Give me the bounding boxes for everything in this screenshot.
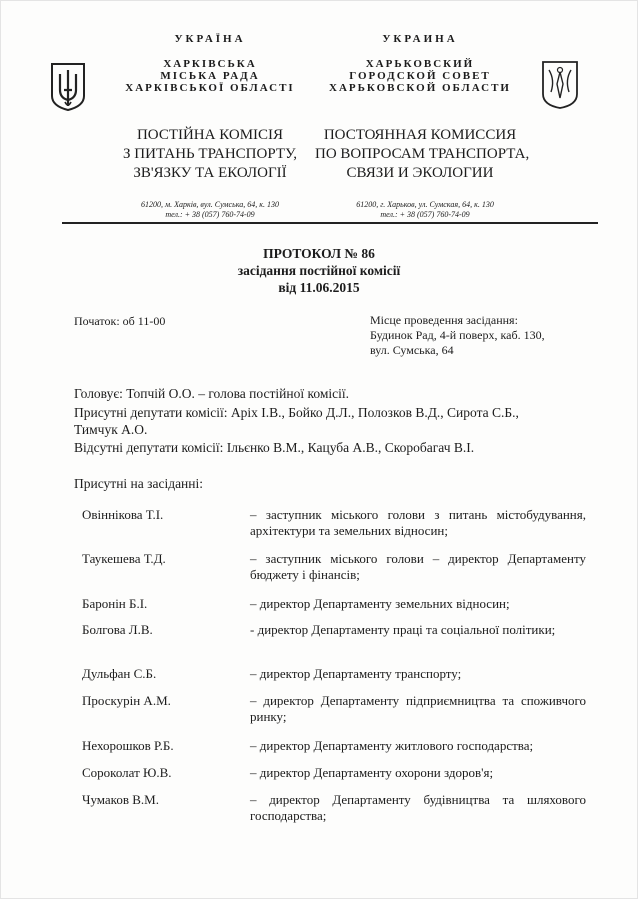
protocol-subtitle: засідання постійної комісії <box>237 263 401 278</box>
header-council-right-1: ХАРЬКОВСКИЙ <box>365 58 475 70</box>
attendee-name: Чумаков В.М. <box>82 792 159 807</box>
committee-left-2: З ПИТАНЬ ТРАНСПОРТУ, <box>123 146 297 162</box>
committee-left-1: ПОСТІЙНА КОМІСІЯ <box>136 127 284 143</box>
attendee-role: – директор Департаменту житлового господарства; <box>250 738 534 753</box>
attendee-name: Таукешева Т.Д. <box>82 551 166 566</box>
header-divider <box>62 222 598 224</box>
chair-line: Головує: Топчій О.О. – голова постійної комісії. <box>74 386 349 401</box>
committee-left-3: ЗВ'ЯЗКУ ТА ЕКОЛОГІЇ <box>133 165 287 181</box>
coat-of-arms-icon <box>50 62 86 112</box>
attendee-role: – директор Департаменту транспорту; <box>250 666 462 681</box>
header-council-left-1: ХАРКІВСЬКА <box>163 58 257 70</box>
header-country-right: УКРАИНА <box>382 33 458 45</box>
attendee-role: – директор Департаменту підприємництва та споживчого ринку; <box>250 693 586 724</box>
header-council-left-3: ХАРКІВСЬКОЇ ОБЛАСТІ <box>125 82 295 94</box>
attendee-name: Нехорошков Р.Б. <box>82 738 174 753</box>
attendee-name: Проскурін А.М. <box>82 693 171 708</box>
attendee-name: Болгова Л.В. <box>82 622 153 637</box>
committee-right-3: СВЯЗИ И ЭКОЛОГИИ <box>346 165 494 181</box>
attendees-heading: Присутні на засіданні: <box>74 476 204 491</box>
meeting-place-3: вул. Сумська, 64 <box>370 343 454 357</box>
attendee-name: Овіннікова Т.І. <box>82 507 164 522</box>
attendee-name: Баронін Б.І. <box>82 596 148 611</box>
protocol-title: ПРОТОКОЛ № 86 <box>263 246 375 261</box>
attendee-name: Дульфан С.Б. <box>82 666 157 681</box>
phone-right: тел.: + 38 (057) 760-74-09 <box>380 210 470 219</box>
attendee-role: - директор Департаменту праці та соціальної політики; <box>250 622 556 637</box>
present-members-line1: Присутні депутати комісії: Аріх І.В., Бойко Д.Л., Полозков В.Д., Сирота С.Б., <box>74 405 519 420</box>
attendee-role: – заступник міського голови з питань містобудування, архітектури та земельних відносин; <box>250 507 586 538</box>
meeting-place-2: Будинок Рад, 4-й поверх, каб. 130, <box>370 328 545 342</box>
committee-right-2: ПО ВОПРОСАМ ТРАНСПОРТА, <box>315 146 530 162</box>
city-emblem-icon <box>541 60 579 110</box>
meeting-start: Початок: об 11-00 <box>74 314 166 328</box>
attendee-role: – директор Департаменту охорони здоров'я; <box>250 765 494 780</box>
address-right: 61200, г. Харьков, ул. Сумская, 64, к. 130 <box>356 200 494 209</box>
protocol-date: від 11.06.2015 <box>278 280 360 295</box>
present-members-line2: Тимчук А.О. <box>74 422 148 437</box>
header-council-left-2: МІСЬКА РАДА <box>160 70 260 82</box>
attendee-role: – директор Департаменту будівництва та шляхового господарства; <box>250 792 586 823</box>
phone-left: тел.: + 38 (057) 760-74-09 <box>165 210 255 219</box>
attendee-role: – заступник міського голови – директор Департаменту бюджету і фінансів; <box>250 551 586 582</box>
header-country-left: УКРАЇНА <box>174 33 246 45</box>
attendee-role: – директор Департаменту земельних відносин; <box>250 596 510 611</box>
meeting-place-1: Місце проведення засідання: <box>370 313 518 327</box>
address-left: 61200, м. Харків, вул. Сумська, 64, к. 130 <box>141 200 279 209</box>
header-council-right-2: ГОРОДСКОЙ СОВЕТ <box>349 70 491 82</box>
committee-right-1: ПОСТОЯННАЯ КОМИССИЯ <box>323 127 517 143</box>
attendee-name: Сороколат Ю.В. <box>82 765 172 780</box>
absent-members-line: Відсутні депутати комісії: Ільєнко В.М., Кацуба А.В., Скоробагач В.І. <box>74 440 475 455</box>
header-council-right-3: ХАРЬКОВСКОЙ ОБЛАСТИ <box>329 82 511 94</box>
